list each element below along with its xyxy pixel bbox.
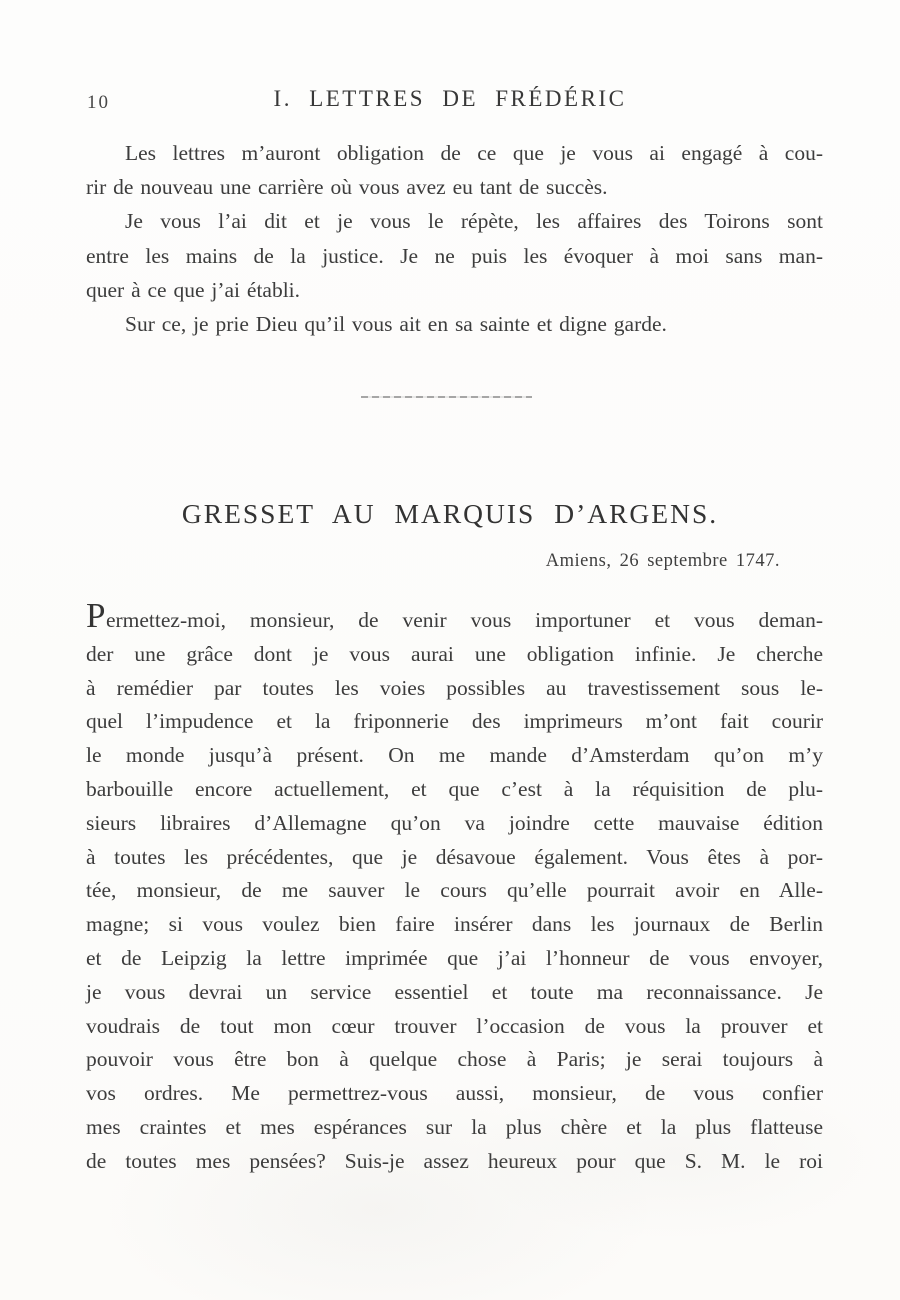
- text-line: quer à ce que j’ai établi.: [86, 277, 301, 302]
- text-line: à remédier par toutes les voies possibles au travestissement sous le-: [86, 675, 823, 700]
- running-head: [0, 86, 900, 112]
- text-line: Je vous l’ai dit et je vous le répète, les affaires des Toirons sont: [125, 209, 823, 234]
- text-line: Les lettres m’auront obligation de ce que je vous ai engagé à cou-: [125, 141, 823, 165]
- letter-frederic-closing: [86, 136, 823, 341]
- text-line: mes craintes et mes espérances sur la plus chère et la plus flatteuse: [86, 1114, 823, 1139]
- page-number: 10: [87, 92, 110, 113]
- text-line: tée, monsieur, de me sauver le cours qu’elle pourrait avoir en Alle-: [86, 878, 823, 903]
- text-line: quel l’impudence et la friponnerie des imprimeurs m’ont fait courir: [86, 709, 823, 734]
- section-heading: GRESSET AU MARQUIS D’ARGENS.: [181, 498, 719, 529]
- paragraph: [86, 307, 823, 341]
- text-line: je vous devrai un service essentiel et toute ma reconnaissance. Je: [86, 979, 823, 1004]
- running-header-title: I. LETTRES DE FRÉDÉRIC: [273, 86, 627, 111]
- text-line: rir de nouveau une carrière où vous avez eu tant de succès.: [86, 175, 608, 200]
- text-line: barbouille encore actuellement, et que c’est à la réquisition de plu-: [86, 776, 823, 801]
- text-line: sieurs libraires d’Allemagne qu’on va joindre cette mauvaise édition: [86, 810, 823, 835]
- text-line: le monde jusqu’à présent. On me mande d’Amsterdam qu’on m’y: [86, 743, 823, 768]
- letter-gresset-body: [86, 596, 823, 1179]
- text-line: pouvoir vous être bon à quelque chose à Paris; je serai toujours à: [86, 1047, 823, 1072]
- text-line: magne; si vous voulez bien faire insérer dans les journaux de Berlin: [86, 912, 823, 937]
- text-line: de toutes mes pensées? Suis-je assez heureux pour que S. M. le roi: [86, 1148, 823, 1173]
- text-line: der une grâce dont je vous aurai une obligation infinie. Je cherche: [86, 641, 823, 666]
- text-line: Permettez-moi, monsieur, de venir vous importuner et vous deman-: [86, 596, 823, 635]
- paragraph: [86, 204, 823, 307]
- text-line: à toutes les précédentes, que je désavoue également. Vous êtes à por-: [86, 844, 823, 869]
- text-line: vos ordres. Me permettrez-vous aussi, monsieur, de vous confier: [86, 1081, 823, 1106]
- paragraph: [86, 596, 823, 1179]
- drop-cap-initial: P: [86, 596, 106, 635]
- text-line: voudrais de tout mon cœur trouver l’occasion de vous la prouver et: [86, 1013, 823, 1038]
- text-line: entre les mains de la justice. Je ne puis les évoquer à moi sans man-: [86, 243, 823, 268]
- dateline: Amiens, 26 septembre 1747.: [545, 551, 780, 571]
- text-line: et de Leipzig la lettre imprimée que j’ai l’honneur de vous envoyer,: [86, 945, 823, 970]
- text-line: Sur ce, je prie Dieu qu’il vous ait en sa sainte et digne garde.: [125, 312, 667, 337]
- paragraph: [86, 136, 823, 204]
- section-divider-rule: [361, 396, 532, 398]
